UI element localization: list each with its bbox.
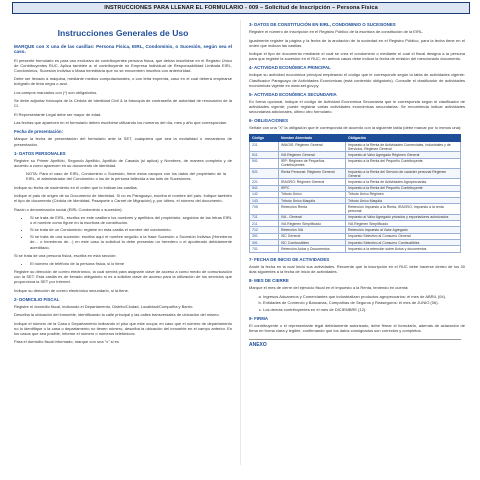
- paragraph: Describa la ubicación del inmueble, identificando la calle principal y las calles transversales de ubicación del mismo.: [14, 312, 220, 318]
- header-bar: INSTRUCCIONES PARA LLENAR EL FORMULARIO - 009 – Solicitud de Inscripción – Persona Física: [12, 2, 470, 14]
- obligation-code-cell: 701: [250, 246, 279, 252]
- paragraph: Las fechas que aparecen en el formulario deben escribirse utilizando los números del día, mes y año que correspondan.: [14, 120, 228, 126]
- obligation-desc-cell: Impuesto a la Renta de Actividades Agropecuarias: [346, 179, 461, 185]
- paragraph: Razón o denominación social (EIRL Condominio o sucesión):: [14, 206, 123, 212]
- obligation-name-cell: IRP: Régimen de Pequeños Contribuyentes: [279, 158, 346, 168]
- obligation-name-cell: IRAGRO: Régimen General: [279, 179, 346, 185]
- page-title: Instrucciones Generales de Uso: [57, 28, 189, 38]
- obligation-name-cell: IVA Régimen Simplificado: [279, 221, 346, 227]
- left-column: [14, 18, 232, 348]
- obligation-name-cell: Renta Personal: Régimen General: [279, 168, 346, 178]
- paragraph: Marque el mes de cierre del ejercicio fiscal en el impuesto a la Renta, teniendo en cuenta:: [249, 285, 409, 291]
- list-item: c. Los demás contribuyentes en el mes de DICIEMBRE (12).: [263, 307, 465, 312]
- obligation-name-cell: Retención Renta: [279, 204, 346, 214]
- obligation-name-cell: ISC Combustibles: [279, 239, 346, 245]
- obligation-name-cell: Retención IVA: [279, 227, 346, 233]
- obligation-desc-cell: Tributo Único Maquila: [346, 198, 461, 204]
- closing-month-list: [249, 294, 465, 312]
- bullet-list: [14, 261, 232, 266]
- obligation-desc-cell: Impuesto a la Renta de Actividades Comerciales, Industriales y de Servicios, Régimen General: [346, 141, 461, 151]
- section-heading-7: 7- FECHA DE INICIO DE ACTIVIDADES: [249, 256, 330, 262]
- paragraph: Anote la fecha en la cual inició sus actividades. Recuerde que la inscripción en el RUC debe hacerse dentro de los 30 días siguientes a la fecha de inicio de actividades.: [249, 263, 465, 274]
- obligation-code-cell: 712: [250, 227, 279, 233]
- paragraph: Indique su actividad económica principal empleando el código que le corresponde según la tabla de actividades vigente: Clasificador Paraguayo de Actividades Económicas (está contenido obligatorio). Consulte el clasificador de actividades económicas vigente en www.set.gov.py: [249, 72, 465, 88]
- obligation-desc-cell: Impuesto a la retención sobre Actos y documentos: [346, 246, 461, 252]
- paragraph: Registre su Primer Apellido, Segundo Apellido, Apellido de Casada (si aplica) y Nombres, de manera completa y de acuerdo a como aparecen en su documento de identidad.: [14, 157, 232, 168]
- right-column: [249, 18, 465, 348]
- obligation-name-cell: Tributo Único Maquila: [279, 198, 346, 204]
- list-item: • Si se trata de un Condominio: registre en esta casilla el nombre del condominio.: [30, 227, 232, 232]
- note-paragraph: NOTA: Para el caso de EIRL, Condominio o Sucesión, tiene estos campos con los datos del propietario de la EIRL, el administrador del Condominio o los de la persona fallecida a las tuits de Sucesiones.: [26, 171, 226, 182]
- paragraph: Indique el tipo de documento mediante el cual se crea el condominio o mediante el cual el fiscal designa a la persona para que registre la sucesión en el RUC; en ambos casos debe indicar la fecha de emisión del mencionado documento.: [249, 51, 465, 62]
- obligation-desc-cell: Impuesto a la Renta del Pequeño Contribuyente: [346, 185, 461, 191]
- paragraph: Indique su fecha de nacimiento en el orden que lo indican las casillas.: [14, 184, 138, 190]
- obligation-name-cell: IMAGIS: Régimen General: [279, 141, 346, 151]
- obligation-code-cell: 521: [250, 168, 279, 178]
- obligation-code-cell: 211: [250, 221, 279, 227]
- table-row: [250, 141, 461, 151]
- obligations-table: [249, 134, 461, 253]
- obligation-desc-cell: Tributo Único Régimen: [346, 191, 461, 197]
- paragraph: Debe ser llenado a máquina, mediante medios computacionales, o con letra imprenta, caso en el cual deberá emplearse bolígrafo de tinta negra o azul.: [14, 76, 232, 87]
- table-row: [250, 246, 461, 252]
- obligation-desc-cell: Impuesto al Valor Agregado Régimen General: [346, 152, 461, 158]
- obligation-name-cell: IRPC: [279, 185, 346, 191]
- paragraph: Indique su dirección de correo electrónico secundario, si la tiene.: [14, 287, 129, 293]
- obligation-desc-cell: Impuesto al Valor Agregado privados y exportadores autorizados: [346, 214, 461, 220]
- section-heading-6: 6- OBLIGACIONES: [249, 118, 289, 124]
- paragraph: Se debe adjuntar fotocopia de la Cédula de Identidad Civil & la fotocopia de contraseña de autoridad de renovación de la CI.: [14, 98, 232, 109]
- obligation-desc-cell: Impuesto Selectivo al Consumo Combustibles: [346, 239, 461, 245]
- obligation-code-cell: 705: [250, 204, 279, 214]
- lead-instruction: MARQUE con X una de las casillas: Persona Física, EIRL, Condominio, o Sucesión, según sea el caso.: [14, 44, 232, 55]
- list-item: a. Ingresos Aduaneros y Comerciantes que industrializan productos agropecuarios: el mes de ABRIL (04).: [263, 294, 465, 299]
- paragraph: Registre el número de inscripción en el Registro Público de la escritura de constitución de la EIRL.: [249, 29, 424, 35]
- annex-heading: ANEXO: [249, 342, 267, 349]
- obligation-code-cell: 221: [250, 179, 279, 185]
- table-row: [250, 158, 461, 168]
- paragraph: El presente formulario es para uso exclusivo de contribuyentes persona física, que deban inscribirse en el Registro Único de Contribuyentes RUC. Aplica también a: el contribuyente no Empresa Individual de Responsabilidad Limitada EIRL, Condominios, Sucesión Indivisa o Masa hereditaria que no se encuentren inscritos con anterioridad.: [14, 57, 232, 73]
- table-header-row: [250, 134, 461, 141]
- obligation-desc-cell: Retención Impuesto al Valor Agregado: [346, 227, 461, 233]
- obligation-code-cell: 541: [250, 185, 279, 191]
- paragraph: El contribuyente o el representante legal debidamente autorizado, debe firmar el formulario, además de aclaración de firma en forma clara y legible, confirmando que los datos consignados son correctos y completos.: [249, 322, 465, 334]
- obligation-desc-cell: Impuesto a la Renta del Pequeño Contribuyente: [346, 158, 461, 168]
- obligation-name-cell: Retención Actos y Documentos: [279, 246, 346, 252]
- column-divider: [240, 20, 241, 465]
- list-item: • Si se trata de una sucesión: escriba aquí el nombre seguido a la frase Sucesión o Sucesión Indivisa (Herederos de… o herederos de…) en este caso la solicitud la debe presentar un heredero o el apoderado debidamente acreditado.: [30, 234, 232, 249]
- paragraph: Registre el domicilio fiscal, indicando el Departamento, Distrito/Ciudad, Localidad/Compañía y Barrio.: [14, 303, 194, 309]
- obligation-desc-cell: Impuesto a la Renta del Servicio de carácter personal Régimen General: [346, 168, 461, 178]
- section-heading-fecha: Fecha de presentación:: [14, 129, 64, 135]
- section-heading-1: 1- DATOS PERSONALES: [14, 150, 66, 156]
- obligation-code-cell: 511: [250, 152, 279, 158]
- section-heading-9: 9- FIRMA: [249, 315, 269, 321]
- section-heading-8: 8- MES DE CIERRE: [249, 277, 289, 283]
- paragraph: En forma opcional, indique el código de Actividad Económica Secundaria que le corresponda según el clasificador de actividades vigente; puede registrar varias actividades económicas secundarias. Se recomienda indicar actividades secundarias adicionales, último otro formulario.: [249, 98, 465, 115]
- paragraph: Indique el número de la Casa o Departamento indicando el piso que este ocupa; en caso que el número de departamento no lo identifique o la casa o departamento no tienen número, describa la ubicación del inmueble en el campo anterior. En los casos que sea posible, informe el número o números telefónicos.: [14, 320, 232, 336]
- obligation-code-cell: 591: [250, 158, 279, 168]
- bullet-list: [14, 215, 232, 250]
- obligation-code-cell: 142: [250, 191, 279, 197]
- table-header-cell: Código: [250, 134, 279, 141]
- table-row: [250, 204, 461, 214]
- obligation-desc-cell: Impuesto Selectivo al Consumo General: [346, 233, 461, 239]
- paragraph: Si se trata de una persona física, escriba en esta sección:: [14, 252, 117, 258]
- list-item: • Si se trata de EIRL, escriba en este casillero los nombres y apellidos del propietario, seguidos de las letras EIRL o el nombre como figure en la escritura de constitución.: [30, 215, 232, 225]
- section-heading-2: 2- DOMICILIO FISCAL: [14, 296, 60, 302]
- table-header-cell: Nombre Abreviado: [279, 134, 346, 141]
- section-heading-4: 4- ACTIVIDAD ECONÓMICA PRINCIPAL: [249, 65, 331, 71]
- obligation-desc-cell: Retención Impuesto a la Renta, IRAGRO, Impuesto a la renta personal: [346, 204, 461, 214]
- obligations-table-body: [250, 141, 461, 252]
- obligation-name-cell: IVA Régimen General: [279, 152, 346, 158]
- paragraph: Marque la fecha de presentación del formulario ante la SET, cualquiera que sea la modalidad o mecanismo de presentación.: [14, 136, 232, 147]
- list-item: • El número de teléfono de la persona física, si lo tiene: [30, 261, 232, 266]
- list-item: b. Entidades de Comercio y Bancarias, Compañías de Seguros y Reaseguros: el mes de JUNIO (06).: [263, 300, 465, 305]
- table-header-cell: Obligación: [346, 134, 461, 141]
- obligation-code-cell: 391: [250, 239, 279, 245]
- section-heading-3: 3- DATOS DE CONSTITUCIÓN EN EIRL, CONDOMINIO O SUCESIONES: [249, 22, 396, 27]
- paragraph: El Representante Legal debe ser mayor de edad.: [14, 111, 102, 117]
- obligation-code-cell: 711: [250, 214, 279, 220]
- obligation-code-cell: 211: [250, 141, 279, 151]
- paragraph: Señale con una "X" la obligación que le corresponda de acuerdo con la siguiente tabla (debe marcar por lo menos una):: [249, 125, 462, 131]
- paragraph: Igualmente registre la página y la fecha de la anotación de la sociedad en el Registro Público, para la fecha tiene en el orden que indican las casillas.: [249, 37, 465, 48]
- obligation-name-cell: Tributo Único: [279, 191, 346, 197]
- obligation-name-cell: ISC General: [279, 233, 346, 239]
- paragraph: Indique el país de origen de su Documento de Identidad. Si no es Paraguayo, escriba el nombre del país. Indique también el tipo de documento (Cédula de Identidad, Pasaporte o Carnet de Migración) y, por último, el número del documento.: [14, 193, 232, 204]
- annex-divider: [249, 339, 461, 340]
- paragraph: Para el domicilio fiscal informado, marque con una "x" si es: [14, 339, 119, 345]
- obligation-code-cell: 391: [250, 233, 279, 239]
- section-heading-5: 5- ACTIVIDAD ECONÓMICA SECUNDARIA: [249, 91, 337, 97]
- paragraph: Registre su dirección de correo electrónico, la cual servirá para asignarle clave de acceso a como medio de comunicación con la SET. Esta casilla es de llenado obligatorio si es a solicitar clave de acceso para la utilización de los servicios que proporciona la SET por Internet.: [14, 269, 232, 285]
- table-row: [250, 168, 461, 178]
- obligation-code-cell: 143: [250, 198, 279, 204]
- paragraph: Los campos marcados con (*) son obligatorios.: [14, 89, 98, 95]
- obligation-desc-cell: IVA Régimen Simplificado: [346, 221, 461, 227]
- obligation-name-cell: IVA - General: [279, 214, 346, 220]
